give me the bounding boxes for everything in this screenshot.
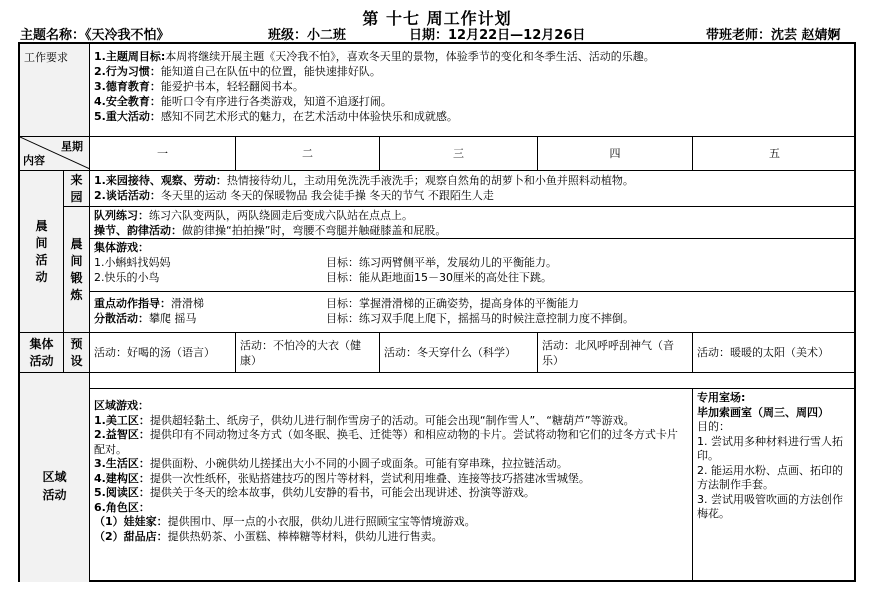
arrival-label: 来园 — [64, 171, 90, 207]
collective-day-5: 活动：暖暖的太阳（美术） — [693, 333, 856, 373]
special-room: 专用室场: 毕加索画室（周三、周四） 目的： 1. 尝试用多种材料进行雪人拓印。 2. 能运用水粉、点画、拓印的方法制作手套。 3. 尝试用吸管吹画的方法创作梅花。 — [697, 391, 843, 520]
blank-row — [90, 373, 856, 389]
collective-day-2: 活动：不怕冷的大衣（健康） — [236, 333, 380, 373]
class-name: 班级：小二班 — [268, 28, 347, 43]
theme-name: 主题名称：《天冷我不怕》 — [20, 28, 170, 43]
collective-label: 集体活动 — [20, 333, 64, 373]
requirement-item: 5.重大活动：感知不同艺术形式的魅力，在艺术活动中体验快乐和成就感。 — [94, 110, 458, 123]
day-header-1: 一 — [90, 137, 236, 171]
exercise-focus: 重点动作指导：滑滑梯 目标：掌握滑滑梯的正确姿势，提高身体的平衡能力 分散活动：攀爬 摇马 目标：练习双手爬上爬下，摇摇马的时候注意控制力度不摔倒。 — [90, 292, 856, 333]
blank-label — [20, 373, 90, 389]
role-item: （2）甜品店：提供热奶茶、小蛋糕、棒棒糖等材料，供幼儿进行售卖。 — [94, 529, 443, 543]
day-header-3: 三 — [380, 137, 538, 171]
weekday-corner: 星期 内容 — [20, 137, 90, 171]
exercise-label: 晨间锻炼 — [64, 207, 90, 333]
preset-label: 预设 — [64, 333, 90, 373]
requirement-item: 1.主题周目标:本周将继续开展主题《天冷我不怕》，喜欢冬天里的景物，体验季节的变化和冬季生活、活动的乐趣。 — [94, 50, 655, 63]
page-title: 第 十七 周工作计划 — [362, 9, 512, 28]
role-item: （1）娃娃家：提供围巾、厚一点的小衣服，供幼儿进行照顾宝宝等情境游戏。 — [94, 515, 476, 528]
requirement-item: 4.安全教育：能听口令有序进行各类游戏，知道不追逐打闹。 — [94, 95, 392, 108]
morning-label: 晨间活动 — [20, 171, 64, 333]
requirements-label: 工作要求 — [20, 44, 90, 137]
collective-day-1: 活动：好喝的汤（语言） — [90, 333, 236, 373]
area-item: 4.建构区：提供一次性纸杯，张贴搭建技巧的图片等材料，尝试利用堆叠、连接等技巧搭建冰雪城堡。 — [94, 471, 590, 485]
area-label: 区域活动 — [20, 389, 90, 582]
teachers: 带班老师：沈芸 赵婧婀 — [706, 28, 841, 43]
arrival-content: 1.来园接待、观察、劳动：热情接待幼儿，主动用免洗洗手液洗手；观察自然角的胡萝卜和小鱼并照料动植物。 2.谈话活动：冬天里的运动 冬天的保暖物品 我会徒手操 冬天的节气 不跟陌生人走 — [90, 171, 856, 207]
requirements-content — [90, 44, 856, 137]
collective-day-3: 活动：冬天穿什么（科学） — [380, 333, 538, 373]
exercise-queue: 队列练习：练习六队变两队，两队绕圆走后变成六队站在点点上。 操节、韵律活动：做韵律操“拍拍操”时，弯腰不弯腿并触碰膝盖和屁股。 — [90, 207, 856, 239]
plan-table — [18, 42, 856, 582]
exercise-games: 集体游戏： 1.小蝌蚪找妈妈 目标：练习两臂侧平举，发展幼儿的平衡能力。 2.快乐的小鸟 目标：能从距地面15－30厘米的高处往下跳。 — [90, 239, 856, 292]
area-item: 1.美工区：提供超轻黏土、纸房子，供幼儿进行制作雪房子的活动。可能会出现“制作雪人”、“糖葫芦”等游戏。 — [94, 413, 635, 427]
area-item: 5.阅读区：提供关于冬天的绘本故事，供幼儿安静的看书，可能会出现讲述、扮演等游戏。 — [94, 486, 535, 499]
day-header-2: 二 — [236, 137, 380, 171]
requirement-item: 3.德育教育：能爱护书本，轻轻翻阅书本。 — [94, 80, 304, 93]
collective-day-4: 活动：北风呼呼刮神气（音乐） — [538, 333, 693, 373]
day-header-5: 五 — [693, 137, 856, 171]
date-range: 日期：12月22日—12月26日 — [409, 28, 586, 43]
area-content: 区域游戏： 1.美工区：提供超轻黏土、纸房子，供幼儿进行制作雪房子的活动。可能会出现“制作雪人”、“糖葫芦”等游戏。 2.益智区：提供印有不同动物过冬方式（如冬眠、换毛、迁徙等）和相应动物的卡片。尝试将动物和它们的过冬方式卡片配对。 3.生活区：提供面粉、小碗供幼儿搓揉出大小不同的小圆子或面条。可能有穿串珠，拉拉链活动。 4.建构区：提供一次性纸杯，张贴搭建技巧的图片等材料，尝试利用堆叠、连接等技巧搭建冰雪城堡。 5.阅读区：提供关于冬天的绘本故事，供幼儿安静的看书，可能会出现讲述、扮演等游戏。 6.角色区： （1）娃娃家：提供围巾、厚一点的小衣服，供幼儿进行照顾宝宝等情境游戏。 （2）甜品店：提供热奶茶、小蛋糕、棒棒糖等材料，供幼儿进行售卖。 — [90, 389, 693, 582]
requirement-item: 2.行为习惯：能知道自己在队伍中的位置，能快速排好队。 — [94, 65, 381, 78]
day-header-4: 四 — [538, 137, 693, 171]
area-item: 2.益智区：提供印有不同动物过冬方式（如冬眠、换毛、迁徙等）和相应动物的卡片。尝试将动物和它们的过冬方式卡片配对。 — [94, 428, 678, 456]
area-item: 3.生活区：提供面粉、小碗供幼儿搓揉出大小不同的小圆子或面条。可能有穿串珠，拉拉链活动。 — [94, 457, 568, 470]
